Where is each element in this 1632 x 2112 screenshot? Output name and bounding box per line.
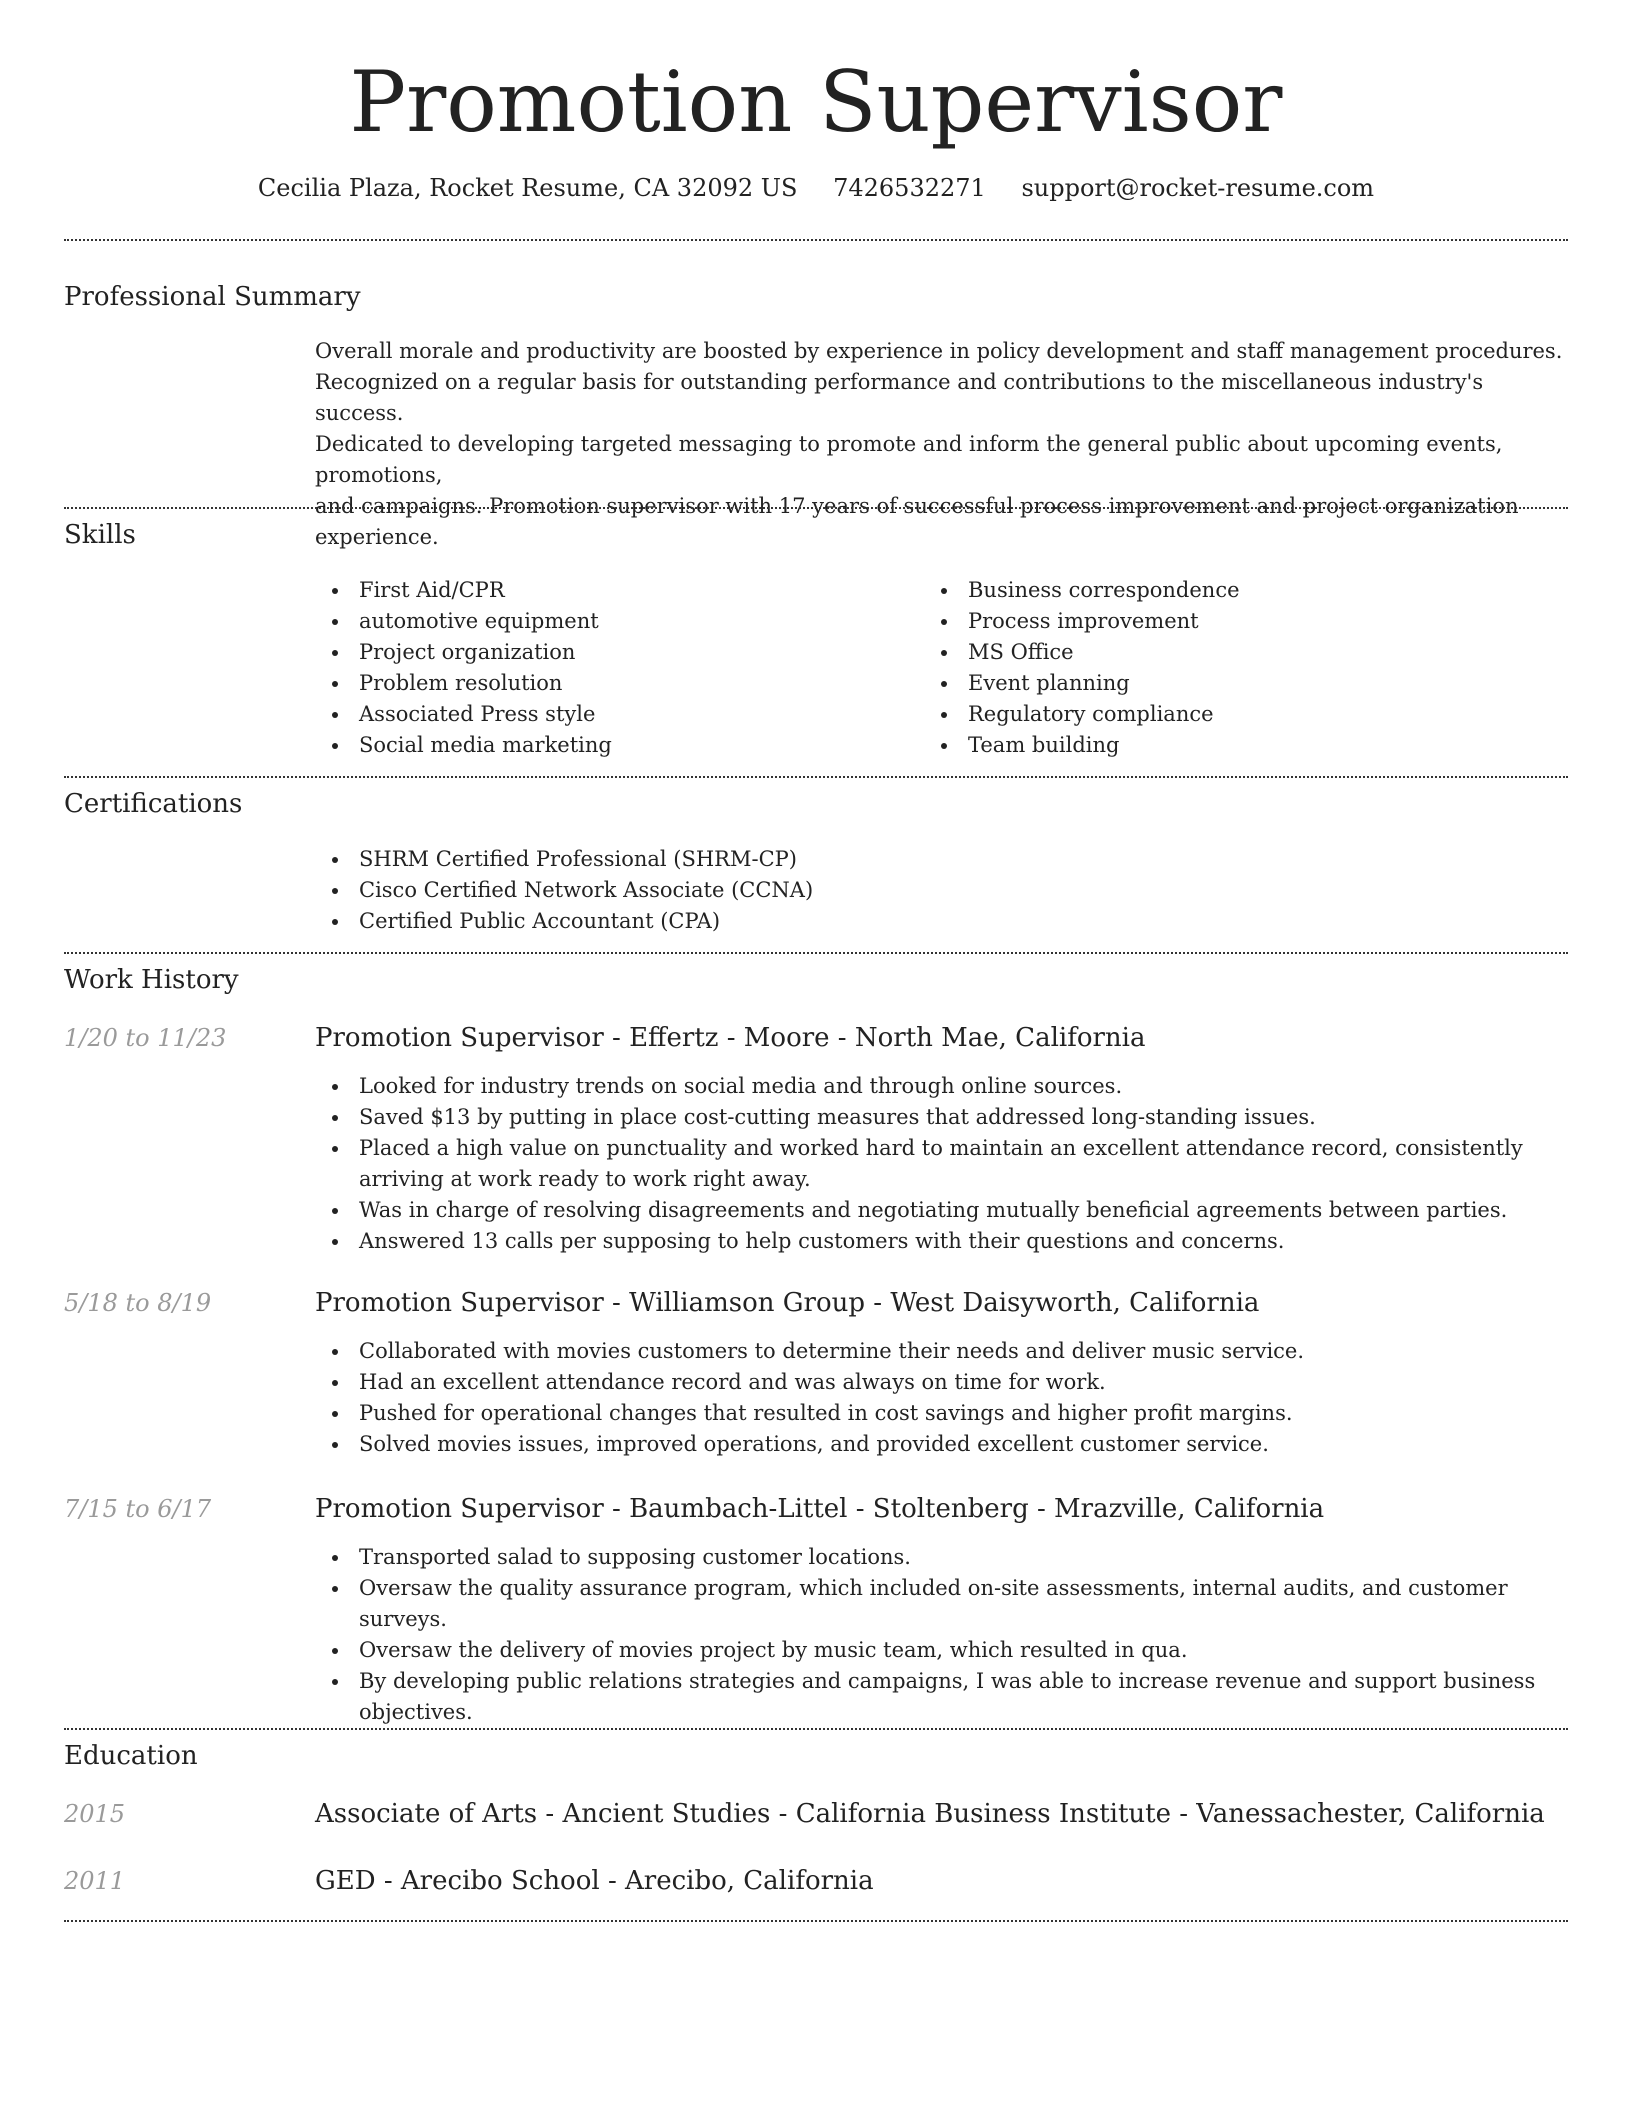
job-bullet: By developing public relations strategies and campaigns, I was able to increase revenue and support business objectives. (315, 1666, 1570, 1728)
skill-item: Social media marketing (315, 730, 915, 761)
job-bullet: Looked for industry trends on social media and through online sources. (315, 1071, 1570, 1102)
summary-line: Dedicated to developing targeted messaging to promote and inform the general public about upcoming events, promotions, (315, 432, 1503, 487)
skills-heading: Skills (64, 520, 136, 550)
summary-text (315, 336, 1570, 553)
skill-item: Associated Press style (315, 699, 915, 730)
skill-item: automotive equipment (315, 606, 915, 637)
divider (64, 952, 1568, 954)
resume-title: Promotion Supervisor (349, 53, 1283, 151)
job-bullet: Transported salad to supposing customer locations. (315, 1542, 1570, 1573)
skill-item: Problem resolution (315, 668, 915, 699)
job-dates: 7/15 to 6/17 (64, 1495, 212, 1523)
skill-item: MS Office (924, 637, 1524, 668)
education-title: Associate of Arts - Ancient Studies - California Business Institute - Vanessachester, California (315, 1799, 1545, 1829)
contact-address: Cecilia Plaza, Rocket Resume, CA 32092 US (257, 174, 798, 202)
education-title: GED - Arecibo School - Arecibo, California (315, 1866, 874, 1896)
certification-item: Certified Public Accountant (CPA) (315, 906, 1570, 937)
job-bullet: Collaborated with movies customers to determine their needs and deliver music service. (315, 1336, 1570, 1367)
skill-item: Team building (924, 730, 1524, 761)
contact-phone: 7426532271 (833, 174, 986, 202)
divider (64, 1728, 1568, 1730)
job-bullets (315, 1071, 1570, 1257)
education-year: 2015 (64, 1800, 126, 1828)
job-title: Promotion Supervisor - Baumbach-Littel - Stoltenberg - Mrazville, California (315, 1494, 1325, 1524)
job-title: Promotion Supervisor - Williamson Group - West Daisyworth, California (315, 1288, 1260, 1318)
job-dates: 5/18 to 8/19 (64, 1289, 212, 1317)
certifications-heading: Certifications (64, 789, 243, 819)
job-bullet: Pushed for operational changes that resulted in cost savings and higher profit margins. (315, 1398, 1570, 1429)
contact-line (0, 170, 1632, 206)
divider (64, 776, 1568, 778)
certifications-list (315, 844, 1570, 937)
job-bullet: Saved $13 by putting in place cost-cutting measures that addressed long-standing issues. (315, 1102, 1570, 1133)
certification-item: Cisco Certified Network Associate (CCNA) (315, 875, 1570, 906)
skill-item: Regulatory compliance (924, 699, 1524, 730)
skill-item: Business correspondence (924, 575, 1524, 606)
job-dates: 1/20 to 11/23 (64, 1024, 227, 1052)
divider (64, 1920, 1568, 1922)
skill-item: Process improvement (924, 606, 1524, 637)
job-title: Promotion Supervisor - Effertz - Moore - North Mae, California (315, 1023, 1146, 1053)
skill-item: First Aid/CPR (315, 575, 915, 606)
job-bullet: Oversaw the delivery of movies project by music team, which resulted in qua. (315, 1635, 1570, 1666)
job-bullet: Placed a high value on punctuality and worked hard to maintain an excellent attendance record, consistently arriving at work ready to work right away. (315, 1133, 1570, 1195)
work-heading: Work History (64, 965, 239, 995)
summary-line: experience. (315, 525, 439, 549)
divider (64, 239, 1568, 241)
contact-email: support@rocket-resume.com (1021, 174, 1375, 202)
job-bullet: Was in charge of resolving disagreements and negotiating mutually beneficial agreements between parties. (315, 1195, 1570, 1226)
job-bullets (315, 1542, 1570, 1728)
education-year: 2011 (64, 1867, 126, 1895)
divider (64, 507, 1568, 509)
job-bullet: Oversaw the quality assurance program, which included on-site assessments, internal audits, and customer surveys. (315, 1573, 1570, 1635)
certification-item: SHRM Certified Professional (SHRM-CP) (315, 844, 1570, 875)
job-bullet: Had an excellent attendance record and was always on time for work. (315, 1367, 1570, 1398)
summary-line: and campaigns. Promotion supervisor with 17 years of successful process improvement and project organization (315, 494, 1519, 518)
summary-line: Overall morale and productivity are boosted by experience in policy development and staff management procedures. (315, 339, 1563, 363)
skill-item: Project organization (315, 637, 915, 668)
summary-heading: Professional Summary (64, 282, 361, 312)
job-bullets (315, 1336, 1570, 1460)
education-heading: Education (64, 1741, 198, 1771)
summary-line: Recognized on a regular basis for outstanding performance and contributions to the miscellaneous industry's success. (315, 370, 1484, 425)
skills-column-left (315, 575, 915, 761)
skills-column-right (924, 575, 1524, 761)
skill-item: Event planning (924, 668, 1524, 699)
job-bullet: Solved movies issues, improved operations, and provided excellent customer service. (315, 1429, 1570, 1460)
job-bullet: Answered 13 calls per supposing to help customers with their questions and concerns. (315, 1226, 1570, 1257)
